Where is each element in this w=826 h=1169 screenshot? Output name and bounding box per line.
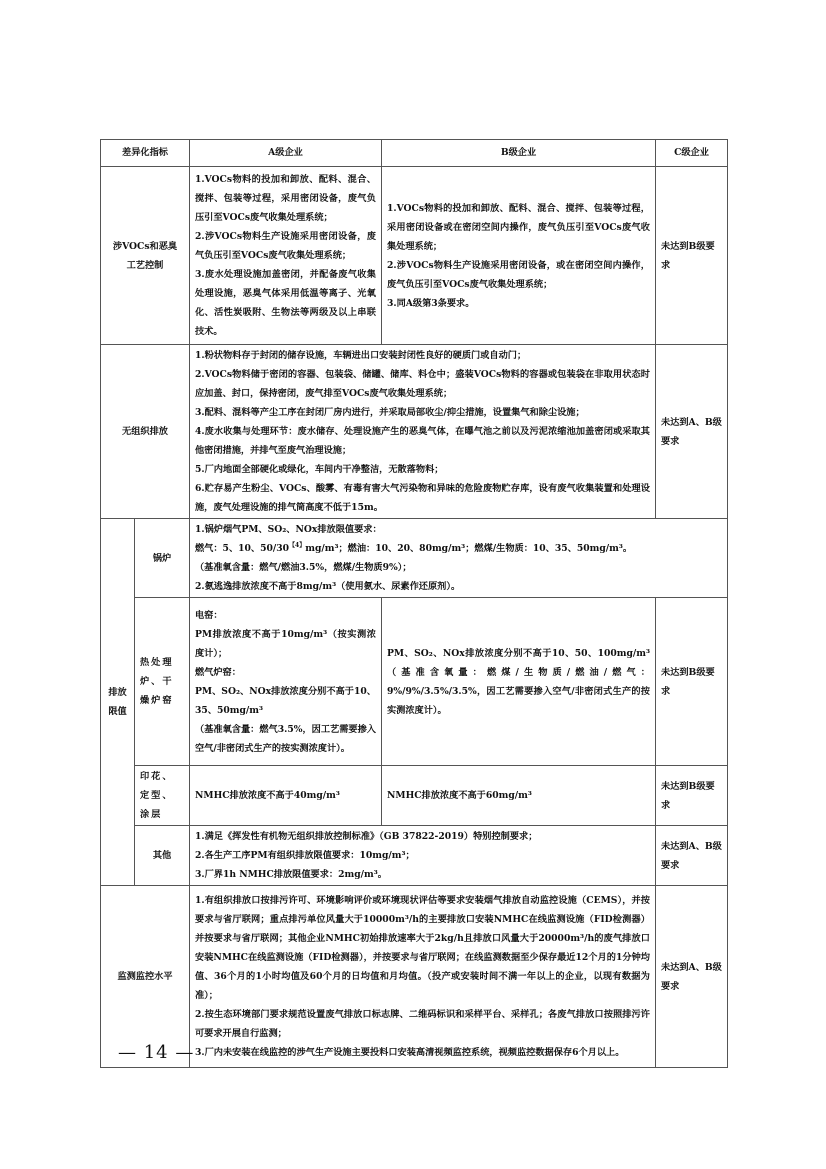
indicator-text: 涂层 bbox=[140, 809, 163, 820]
requirement-item: 3.厂内未安装在线监控的涉气生产设施主要投料口安装高清视频监控系统，视频监控数据保存6个月以上。 bbox=[195, 1047, 625, 1058]
indicator-text: 燥炉窑 bbox=[140, 695, 174, 706]
indicator-text: 热处理 bbox=[140, 657, 174, 668]
requirement-item: 3.废水处理设施加盖密闭，并配备废气收集处理设施，恶臭气体采用低温等离子、光氧化、活性炭吸附、生物法等两级及以上串联技术。 bbox=[195, 269, 376, 337]
requirement-item: 1.VOCs物料的投加和卸放、配料、混合、搅拌、包装等过程，采用密闭设备，废气负压引至VOCs废气收集处理系统； bbox=[195, 174, 376, 223]
header-grade-a: A级企业 bbox=[190, 140, 382, 167]
requirement-item: 2.氨逃逸排放浓度不高于8mg/m³（使用氨水、尿素作还原剂）。 bbox=[195, 581, 461, 592]
requirement-item: 1.粉状物料存于封闭的储存设施，车辆进出口安装封闭性良好的硬质门或自动门； bbox=[195, 350, 527, 361]
footnote-ref: 【4】 bbox=[289, 541, 306, 549]
differentiation-indicator-table bbox=[100, 139, 728, 1068]
sub-indicator-other: 其他 bbox=[135, 826, 190, 886]
indicator-text: 限值 bbox=[108, 706, 127, 717]
indicator-text: 印花、 bbox=[140, 771, 174, 782]
requirement-item: 燃气炉窑： bbox=[195, 666, 241, 678]
grade-b-cell: PM、SO₂、NOx排放浓度分别不高于10、50、100mg/m³（基准含氧量：燃煤/生物质/燃油/燃气：9%/9%/3.5%/3.5%，因工艺需要掺入空气/非密闭式生产的按实测浓度计）。 bbox=[382, 598, 656, 766]
requirement-item: 2.VOCs物料储于密闭的容器、包装袋、储罐、储库、料仓中；盛装VOCs物料的容器或包装袋在非取用状态时应加盖、封口，保持密闭，废气排至VOCs废气收集处理系统； bbox=[195, 369, 650, 399]
indicator-cell: 监测监控水平 bbox=[101, 886, 190, 1068]
table-row-printing-coating bbox=[101, 766, 728, 826]
requirement-item: 1.有组织排放口按排污许可、环境影响评价或环境现状评估等要求安装烟气排放自动监控设施（CEMS），并按要求与省厅联网；重点排污单位风量大于10000m³/h的主要排放口安装NMHC在线监测设施（FID检测器）并按要求与省厅联网；其他企业NMHC初始排放速率大于2kg/h且排放口风量大于20000m³/h的废气排放口安装NMHC在线监测设施（FID检测器），并按要求与省厅联网；在线监测数据至少保存最近12个月的1分钟均值、36个月的1小时均值及60个月的日均值和月均值。（投产或安装时间不满一年以上的企业，以现有数据为准）； bbox=[195, 895, 650, 1001]
indicator-cell-emission-limits bbox=[101, 519, 135, 886]
grade-b-cell: NMHC排放浓度不高于60mg/m³ bbox=[382, 766, 656, 826]
indicator-text: 排放 bbox=[108, 687, 127, 698]
requirement-item bbox=[195, 539, 722, 558]
header-grade-c: C级企业 bbox=[656, 140, 728, 167]
indicator-text: 定型、 bbox=[140, 790, 174, 801]
indicator-text: 工艺控制 bbox=[126, 259, 164, 271]
requirement-item: 3.同A级第3条要求。 bbox=[387, 297, 475, 309]
requirement-item: PM、SO₂、NOx排放浓度分别不高于10、35、50mg/m³ bbox=[195, 685, 376, 716]
grade-a-cell bbox=[190, 598, 382, 766]
table-row-monitoring bbox=[101, 886, 728, 1068]
requirement-item: （基准氧含量：燃气3.5%，因工艺需要掺入空气/非密闭式生产的按实测浓度计）。 bbox=[195, 723, 376, 754]
table-row-boiler bbox=[101, 519, 728, 598]
sub-indicator-printing bbox=[135, 766, 190, 826]
grade-c-cell: 未达到B级要求 bbox=[656, 598, 728, 766]
table-header-row bbox=[101, 140, 728, 167]
requirement-item: 1.锅炉烟气PM、SO₂、NOx排放限值要求： bbox=[195, 524, 382, 535]
grade-ab-cell bbox=[190, 826, 656, 886]
grade-c-cell: 未达到B级要求 bbox=[656, 766, 728, 826]
requirement-item: 1.VOCs物料的投加和卸放、配料、混合、搅拌、包装等过程，采用密闭设备或在密闭空间内操作，废气负压引至VOCs废气收集处理系统； bbox=[387, 202, 650, 252]
page-number: — 14 — bbox=[118, 1042, 195, 1063]
grade-a-cell bbox=[190, 167, 382, 345]
grade-c-cell: 未达到B级要求 bbox=[656, 167, 728, 345]
sub-indicator-kiln bbox=[135, 598, 190, 766]
grade-c-cell: 未达到A、B级要求 bbox=[656, 826, 728, 886]
indicator-cell: 无组织排放 bbox=[101, 345, 190, 519]
indicator-text: 涉VOCs和恶臭 bbox=[112, 240, 178, 252]
table-row-other bbox=[101, 826, 728, 886]
requirement-item: 3.配料、混料等产尘工序在封闭厂房内进行，并采取局部收尘/抑尘措施，设置集气和除尘设施； bbox=[195, 407, 585, 418]
table-row-vocs-process-control bbox=[101, 167, 728, 345]
requirement-item: 2.各生产工序PM有组织排放限值要求：10mg/m³； bbox=[195, 850, 415, 861]
grade-c-cell: 未达到A、B级要求 bbox=[656, 886, 728, 1068]
requirement-item: 5.厂内地面全部硬化或绿化，车间内干净整洁，无散落物料； bbox=[195, 464, 444, 475]
requirement-item: （基准氧含量：燃气/燃油3.5%，燃煤/生物质9%）； bbox=[195, 562, 412, 573]
grade-b-cell bbox=[382, 167, 656, 345]
header-grade-b: B级企业 bbox=[382, 140, 656, 167]
requirement-item: 2.涉VOCs物料生产设施采用密闭设备，废气负压引至VOCs废气收集处理系统； bbox=[195, 231, 376, 261]
indicator-cell bbox=[101, 167, 190, 345]
requirement-item: 2.涉VOCs物料生产设施采用密闭设备，或在密闭空间内操作，废气负压引至VOCs废气收集处理系统； bbox=[387, 259, 650, 290]
table-row-kiln bbox=[101, 598, 728, 766]
sub-indicator-boiler: 锅炉 bbox=[135, 519, 190, 598]
table-row-fugitive-emission bbox=[101, 345, 728, 519]
indicator-text: 炉、干 bbox=[140, 676, 174, 687]
header-indicator: 差异化指标 bbox=[101, 140, 190, 167]
requirement-item: 1.满足《挥发性有机物无组织排放控制标准》（GB 37822-2019）特别控制要求； bbox=[195, 831, 538, 842]
requirement-item: 3.厂界1h NMHC排放限值要求：2mg/m³。 bbox=[195, 869, 387, 880]
requirement-item: 6.贮存易产生粉尘、VOCs、酸雾、有毒有害大气污染物和异味的危险废物贮存库，设有废气收集装置和处理设施，废气处理设施的排气筒高度不低于15m。 bbox=[195, 483, 650, 513]
requirement-item: 电窑： bbox=[195, 609, 223, 621]
fuel-limits: 燃气：5、10、50/30 bbox=[195, 543, 290, 554]
fuel-limits: mg/m³；燃油：10、20、80mg/m³；燃煤/生物质：10、35、50mg/m³。 bbox=[305, 543, 633, 554]
grade-ab-cell bbox=[190, 886, 656, 1068]
requirement-item: 2.按生态环境部门要求规范设置废气排放口标志牌、二维码标识和采样平台、采样孔；各废气排放口按照排污许可要求开展自行监测； bbox=[195, 1009, 650, 1039]
grade-a-cell: NMHC排放浓度不高于40mg/m³ bbox=[190, 766, 382, 826]
boiler-requirements bbox=[190, 519, 728, 598]
grade-c-cell: 未达到A、B级要求 bbox=[656, 345, 728, 519]
grade-ab-cell bbox=[190, 345, 656, 519]
requirement-item: PM排放浓度不高于10mg/m³（按实测浓度计）； bbox=[195, 628, 376, 659]
requirement-item: 4.废水收集与处理环节：废水储存、处理设施产生的恶臭气体，在曝气池之前以及污泥浓缩池加盖密闭或采取其他密闭措施，并排气至废气治理设施； bbox=[195, 426, 650, 456]
